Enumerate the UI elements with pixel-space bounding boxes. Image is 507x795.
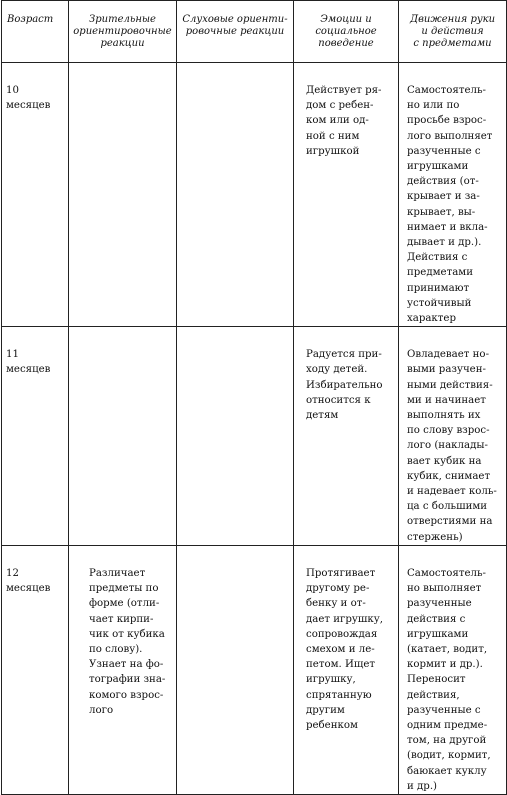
table-row bbox=[2, 63, 507, 327]
hand-actions-cell: Самостоятель- но выполняет разученные действия с игрушками (катает, водит, кормит и др.). Переносит действия, разученные с одним предме- том, на другой (водит, кормит, баюкает куклу и др.) bbox=[399, 545, 507, 794]
visual-cell bbox=[69, 327, 177, 546]
header-visual-reactions: Зрительные ориентировочные реакции bbox=[69, 1, 177, 63]
header-age: Возраст bbox=[2, 1, 69, 63]
emotions-cell: Радуется при- ходу детей. Избирательно относится к детям bbox=[294, 327, 399, 546]
auditory-cell bbox=[177, 63, 294, 327]
header-hand-actions: Движения руки и действия с предметами bbox=[399, 1, 507, 63]
age-cell: 12 месяцев bbox=[2, 545, 69, 794]
age-cell: 11 месяцев bbox=[2, 327, 69, 546]
visual-cell: Различает предметы по форме (отли- чает кирпи- чик от кубика по слову). Узнает на фо- тографии зна- комого взрос- лого bbox=[69, 545, 177, 794]
development-table bbox=[1, 0, 507, 795]
table-row bbox=[2, 545, 507, 794]
auditory-cell bbox=[177, 545, 294, 794]
age-cell: 10 месяцев bbox=[2, 63, 69, 327]
emotions-cell: Протягивает другому ре- бенку и от- дает игрушку, сопровождая смехом и ле- петом. Ищет игрушку, спрятанную другим ребенком bbox=[294, 545, 399, 794]
header-auditory-reactions: Слуховые ориенти- ровочные реакции bbox=[177, 1, 294, 63]
auditory-cell bbox=[177, 327, 294, 546]
table-row bbox=[2, 327, 507, 546]
header-emotions-social: Эмоции и социальное поведение bbox=[294, 1, 399, 63]
visual-cell bbox=[69, 63, 177, 327]
hand-actions-cell: Самостоятель- но или по просьбе взрос- лого выполняет разученные с игрушками действия (от- крывает и за- крывает, вы- нимает и вкла- дывает и др.). Действия с предметами принимают устойчивый характер bbox=[399, 63, 507, 327]
table-header-row bbox=[2, 1, 507, 63]
emotions-cell: Действует ря- дом с ребен- ком или од- ной с ним игрушкой bbox=[294, 63, 399, 327]
hand-actions-cell: Овладевает но- выми разучен- ными действия- ми и начинает выполнять их по слову взрос- лого (наклады- вает кубик на кубик, снимает и надевает коль- ца с большими отверстиями на стержень) bbox=[399, 327, 507, 546]
